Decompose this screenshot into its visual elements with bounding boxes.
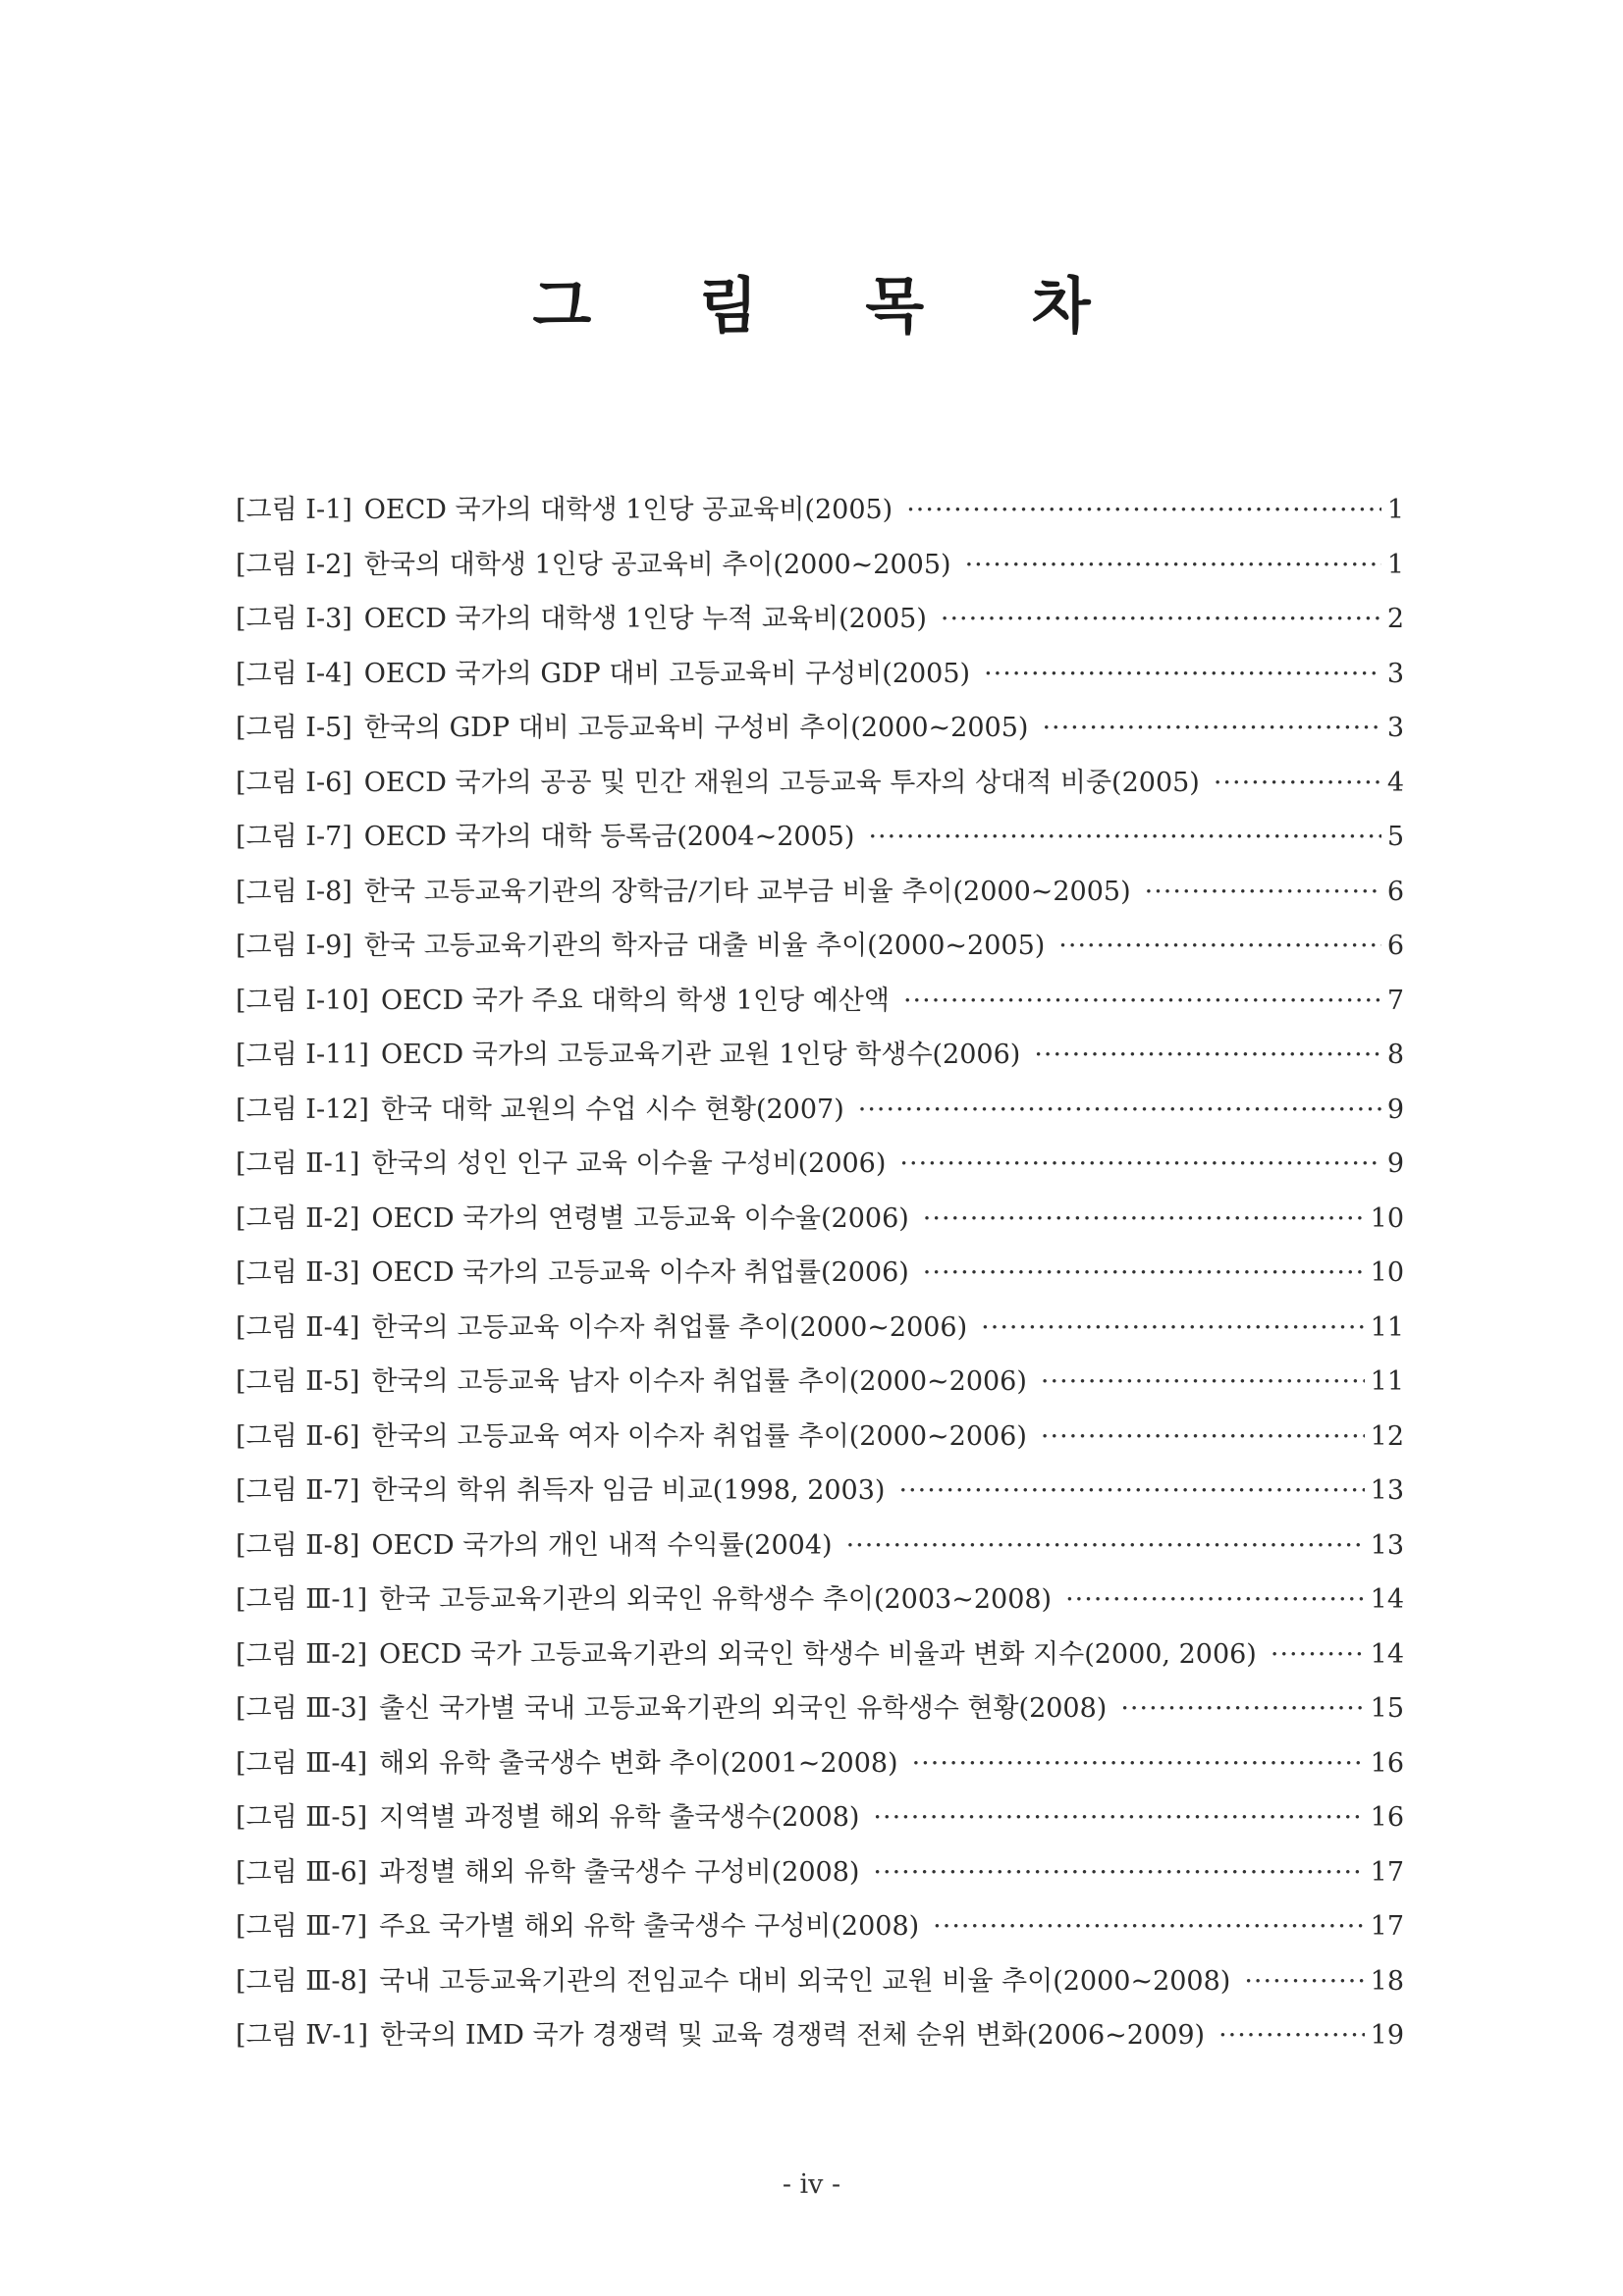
toc-entry[interactable] xyxy=(236,1736,1404,1791)
figure-page-number: 11 xyxy=(1370,1311,1404,1343)
dot-leader xyxy=(1120,1682,1364,1736)
dot-leader xyxy=(1041,1410,1365,1465)
figure-label: [그림 Ⅰ-12] xyxy=(236,1094,369,1125)
figure-label: [그림 Ⅱ-7] xyxy=(236,1475,360,1506)
figure-label: [그림 Ⅰ-5] xyxy=(236,713,352,743)
figure-page-number: 16 xyxy=(1370,1747,1404,1779)
figure-page-number: 4 xyxy=(1386,767,1404,798)
figure-title: 한국 고등교육기관의 외국인 유학생수 추이(2003~2008) xyxy=(379,1584,1053,1615)
toc-entry[interactable] xyxy=(236,592,1404,647)
toc-entry[interactable] xyxy=(236,1137,1404,1192)
figure-title: 한국의 GDP 대비 고등교육비 구성비 추이(2000~2005) xyxy=(363,713,1029,743)
figure-label: [그림 Ⅱ-4] xyxy=(236,1311,360,1343)
figure-title: 한국의 IMD 국가 경쟁력 및 교육 경쟁력 전체 순위 변화(2006~2009) xyxy=(380,2020,1206,2051)
figure-list xyxy=(236,483,1404,2063)
figure-page-number: 19 xyxy=(1370,2020,1404,2051)
dot-leader xyxy=(858,1083,1381,1138)
dot-leader xyxy=(912,1736,1365,1791)
dot-leader xyxy=(1271,1628,1365,1682)
figure-label: [그림 Ⅲ-2] xyxy=(236,1638,368,1670)
toc-entry[interactable] xyxy=(236,810,1404,865)
dot-leader xyxy=(965,538,1381,593)
figure-title: OECD 국가의 대학생 1인당 공교육비(2005) xyxy=(363,495,893,525)
figure-label: [그림 Ⅲ-8] xyxy=(236,1965,368,1997)
toc-entry[interactable] xyxy=(236,1246,1404,1301)
toc-entry[interactable] xyxy=(236,756,1404,811)
figure-label: [그림 Ⅱ-6] xyxy=(236,1420,360,1452)
figure-label: [그림 Ⅱ-8] xyxy=(236,1529,360,1561)
figure-page-number: 18 xyxy=(1370,1965,1404,1997)
toc-entry[interactable] xyxy=(236,701,1404,756)
figure-label: [그림 Ⅲ-1] xyxy=(236,1584,368,1615)
figure-title: 한국의 학위 취득자 임금 비교(1998, 2003) xyxy=(371,1475,886,1506)
dot-leader xyxy=(898,1464,1364,1519)
toc-entry[interactable] xyxy=(236,1899,1404,1954)
figure-label: [그림 Ⅲ-4] xyxy=(236,1747,368,1779)
figure-title: OECD 국가의 고등교육기관 교원 1인당 학생수(2006) xyxy=(380,1040,1021,1070)
figure-title: OECD 국가의 대학 등록금(2004~2005) xyxy=(363,822,855,852)
dot-leader xyxy=(981,1301,1364,1356)
figure-title: OECD 국가의 공공 및 민간 재원의 고등교육 투자의 상대적 비중(2005) xyxy=(363,767,1200,798)
dot-leader xyxy=(1244,1954,1364,2009)
figure-page-number: 8 xyxy=(1386,1040,1404,1070)
dot-leader xyxy=(923,1192,1365,1247)
figure-title: 한국의 고등교육 여자 이수자 취업률 추이(2000~2006) xyxy=(371,1420,1027,1452)
figure-title: 주요 국가별 해외 유학 출국생수 구성비(2008) xyxy=(379,1911,920,1942)
figure-label: [그림 Ⅲ-5] xyxy=(236,1802,368,1833)
toc-entry[interactable] xyxy=(236,1410,1404,1465)
figure-title: OECD 국가의 GDP 대비 고등교육비 구성비(2005) xyxy=(363,658,971,689)
toc-entry[interactable] xyxy=(236,1355,1404,1410)
toc-entry[interactable] xyxy=(236,1301,1404,1356)
dot-leader xyxy=(873,1790,1364,1845)
figure-title: OECD 국가의 개인 내적 수익률(2004) xyxy=(371,1529,833,1561)
toc-entry[interactable] xyxy=(236,865,1404,920)
toc-entry[interactable] xyxy=(236,647,1404,702)
page-number: - iv - xyxy=(782,2169,841,2200)
figure-title: 과정별 해외 유학 출국생수 구성비(2008) xyxy=(379,1856,860,1888)
dot-leader xyxy=(1214,756,1381,811)
figure-title: 한국의 고등교육 이수자 취업률 추이(2000~2006) xyxy=(371,1311,968,1343)
dot-leader xyxy=(903,974,1381,1029)
figure-label: [그림 Ⅲ-6] xyxy=(236,1856,368,1888)
figure-page-number: 10 xyxy=(1370,1202,1404,1234)
figure-page-number: 5 xyxy=(1386,822,1404,852)
figure-page-number: 15 xyxy=(1370,1693,1404,1724)
toc-entry[interactable] xyxy=(236,1573,1404,1628)
dot-leader xyxy=(873,1845,1364,1900)
toc-entry[interactable] xyxy=(236,974,1404,1029)
figure-page-number: 10 xyxy=(1370,1257,1404,1288)
figure-label: [그림 Ⅲ-7] xyxy=(236,1911,368,1942)
figure-page-number: 6 xyxy=(1386,876,1404,907)
figure-title: 한국의 대학생 1인당 공교육비 추이(2000~2005) xyxy=(363,549,951,580)
figure-label: [그림 Ⅰ-6] xyxy=(236,767,352,798)
figure-label: [그림 Ⅰ-9] xyxy=(236,931,352,961)
toc-entry[interactable] xyxy=(236,1628,1404,1682)
figure-title: 한국의 성인 인구 교육 이수율 구성비(2006) xyxy=(371,1148,887,1179)
toc-entry[interactable] xyxy=(236,538,1404,593)
dot-leader xyxy=(1041,1355,1365,1410)
toc-entry[interactable] xyxy=(236,1028,1404,1083)
figure-page-number: 12 xyxy=(1370,1420,1404,1452)
figure-page-number: 3 xyxy=(1386,658,1404,689)
figure-label: [그림 Ⅰ-4] xyxy=(236,658,352,689)
toc-entry[interactable] xyxy=(236,1519,1404,1574)
figure-title: 출신 국가별 국내 고등교육기관의 외국인 유학생수 현황(2008) xyxy=(379,1693,1108,1724)
figure-page-number: 16 xyxy=(1370,1802,1404,1833)
figure-label: [그림 Ⅱ-1] xyxy=(236,1148,360,1179)
figure-label: [그림 Ⅰ-7] xyxy=(236,822,352,852)
dot-leader xyxy=(1065,1573,1365,1628)
dot-leader xyxy=(906,483,1381,538)
figure-title: OECD 국가의 고등교육 이수자 취업률(2006) xyxy=(371,1257,909,1288)
toc-entry[interactable] xyxy=(236,1192,1404,1247)
dot-leader xyxy=(1145,865,1381,920)
figure-label: [그림 Ⅱ-5] xyxy=(236,1366,360,1397)
figure-page-number: 13 xyxy=(1370,1475,1404,1506)
figure-title: 지역별 과정별 해외 유학 출국생수(2008) xyxy=(379,1802,860,1833)
figure-label: [그림 Ⅰ-8] xyxy=(236,876,352,907)
toc-entry[interactable] xyxy=(236,483,1404,538)
dot-leader xyxy=(1042,701,1380,756)
dot-leader xyxy=(933,1899,1364,1954)
figure-page-number: 6 xyxy=(1386,931,1404,961)
figure-page-number: 1 xyxy=(1386,549,1404,580)
figure-page-number: 14 xyxy=(1370,1584,1404,1615)
figure-label: [그림 Ⅳ-1] xyxy=(236,2020,369,2051)
figure-page-number: 1 xyxy=(1386,495,1404,525)
figure-label: [그림 Ⅰ-10] xyxy=(236,985,369,1016)
toc-entry[interactable] xyxy=(236,1954,1404,2009)
dot-leader xyxy=(846,1519,1365,1574)
figure-title: 한국 대학 교원의 수업 시수 현황(2007) xyxy=(380,1094,844,1125)
toc-entry[interactable] xyxy=(236,2008,1404,2063)
figure-title: 해외 유학 출국생수 변화 추이(2001~2008) xyxy=(379,1747,898,1779)
figure-page-number: 7 xyxy=(1386,985,1404,1016)
toc-entry[interactable] xyxy=(236,1790,1404,1845)
figure-label: [그림 Ⅰ-1] xyxy=(236,495,352,525)
figure-title: 한국의 고등교육 남자 이수자 취업률 추이(2000~2006) xyxy=(371,1366,1027,1397)
figure-page-number: 11 xyxy=(1370,1366,1404,1397)
toc-entry[interactable] xyxy=(236,919,1404,974)
toc-entry[interactable] xyxy=(236,1464,1404,1519)
figure-page-number: 3 xyxy=(1386,713,1404,743)
figure-label: [그림 Ⅰ-2] xyxy=(236,549,352,580)
figure-title: OECD 국가 고등교육기관의 외국인 학생수 비율과 변화 지수(2000, 2006) xyxy=(379,1638,1257,1670)
dot-leader xyxy=(984,647,1381,702)
figure-page-number: 14 xyxy=(1370,1638,1404,1670)
figure-page-number: 9 xyxy=(1386,1148,1404,1179)
figure-page-number: 13 xyxy=(1370,1529,1404,1561)
toc-entry[interactable] xyxy=(236,1845,1404,1900)
toc-entry[interactable] xyxy=(236,1083,1404,1138)
figure-page-number: 9 xyxy=(1386,1094,1404,1125)
figure-title: 한국 고등교육기관의 학자금 대출 비율 추이(2000~2005) xyxy=(363,931,1046,961)
figure-label: [그림 Ⅱ-2] xyxy=(236,1202,360,1234)
figure-title: OECD 국가의 연령별 고등교육 이수율(2006) xyxy=(371,1202,909,1234)
figure-title: OECD 국가의 대학생 1인당 누적 교육비(2005) xyxy=(363,604,927,634)
dot-leader xyxy=(1218,2008,1365,2063)
dot-leader xyxy=(899,1137,1380,1192)
figure-page-number: 17 xyxy=(1370,1856,1404,1888)
figure-title: 국내 고등교육기관의 전임교수 대비 외국인 교원 비율 추이(2000~2008) xyxy=(379,1965,1231,1997)
toc-entry[interactable] xyxy=(236,1682,1404,1736)
figure-page-number: 17 xyxy=(1370,1911,1404,1942)
figure-label: [그림 Ⅲ-3] xyxy=(236,1693,368,1724)
figure-label: [그림 Ⅱ-3] xyxy=(236,1257,360,1288)
figure-title: 한국 고등교육기관의 장학금/기타 교부금 비율 추이(2000~2005) xyxy=(363,876,1131,907)
dot-leader xyxy=(1058,919,1381,974)
figure-title: OECD 국가 주요 대학의 학생 1인당 예산액 xyxy=(380,985,890,1016)
dot-leader xyxy=(1034,1028,1381,1083)
dot-leader xyxy=(868,810,1380,865)
page-title: 그 림 목 차 xyxy=(532,270,1134,342)
dot-leader xyxy=(923,1246,1365,1301)
figure-page-number: 2 xyxy=(1386,604,1404,634)
figure-label: [그림 Ⅰ-3] xyxy=(236,604,352,634)
figure-label: [그림 Ⅰ-11] xyxy=(236,1040,369,1070)
dot-leader xyxy=(941,592,1381,647)
